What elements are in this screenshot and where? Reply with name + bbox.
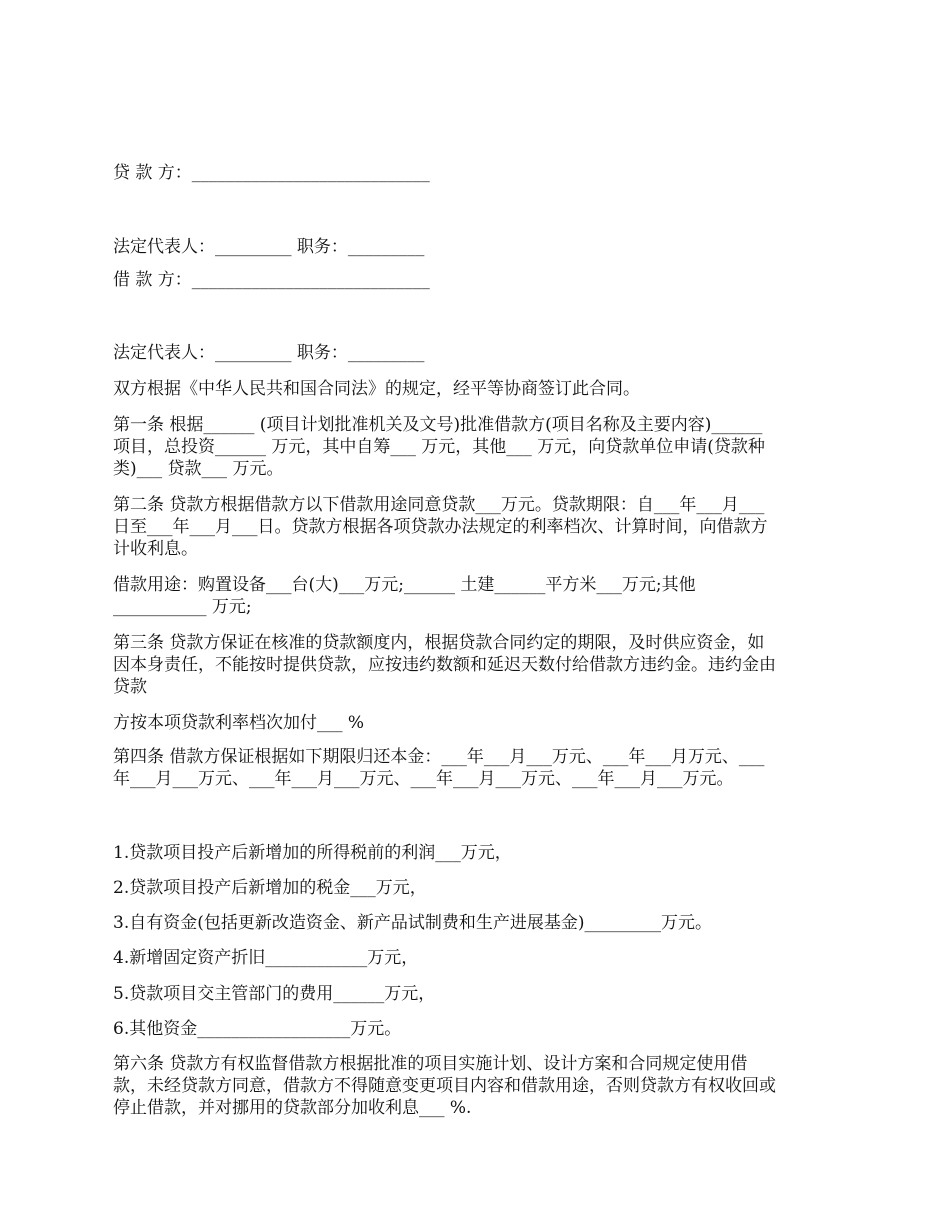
borrower-representative-line: 法定代表人：_________ 职务：_________ — [113, 343, 425, 363]
usage-line-1: 借款用途：购置设备___台(大)___万元;______ 土建______平方米___万元;其他 — [113, 575, 696, 595]
article-2-line-1: 第二条 贷款方根据借款方以下借款用途同意贷款___万元。贷款期限：自___年___月___ — [113, 495, 765, 515]
list-item-1: 1.贷款项目投产后新增加的所得税前的利润___万元， — [113, 843, 512, 863]
list-item-4: 4.新增固定资产折旧____________万元， — [113, 948, 419, 968]
article-6-line-3: 停止借款，并对挪用的贷款部分加收利息___ %. — [113, 1098, 472, 1118]
lender-representative-line: 法定代表人：_________ 职务：_________ — [113, 237, 425, 257]
article-1-line-2: 项目，总投资______ 万元，其中自筹___ 万元，其他___ 万元，向贷款单位申请(贷款种 — [113, 437, 765, 457]
list-item-5: 5.贷款项目交主管部门的费用______万元， — [113, 984, 436, 1004]
list-item-3: 3.自有资金(包括更新改造资金、新产品试制费和生产进展基金)_________万元。 — [113, 913, 712, 933]
article-3-line-1: 第三条 贷款方保证在核准的贷款额度内，根据贷款合同约定的期限，及时供应资金，如 — [113, 633, 765, 653]
intro-paragraph: 双方根据《中华人民共和国合同法》的规定，经平等协商签订此合同。 — [113, 379, 640, 399]
usage-line-2: ___________ 万元; — [113, 597, 252, 617]
lender-line: 贷 款 方：____________________________ — [113, 163, 430, 183]
article-6-line-1: 第六条 贷款方有权监督借款方根据批准的项目实施计划、设计方案和合同规定使用借 — [113, 1054, 748, 1074]
article-6-line-2: 款，未经贷款方同意，借款方不得随意变更项目内容和借款用途，否则贷款方有权收回或 — [113, 1076, 776, 1096]
article-4-line-2: 年___月___万元、___年___月___万元、___年___月___万元、___年___月___万元。 — [113, 769, 734, 789]
article-2-line-3: 计收利息。 — [113, 539, 198, 559]
article-3-line-2: 因本身责任，不能按时提供贷款，应按违约数额和延迟天数付给借款方违约金。违约金由 — [113, 655, 776, 675]
list-item-6: 6.其他资金__________________万元。 — [113, 1019, 402, 1039]
list-item-2: 2.贷款项目投产后新增加的税金___万元， — [113, 878, 427, 898]
article-2-line-2: 日至___年___月___日。贷款方根据各项贷款办法规定的利率档次、计算时间，向借款方 — [113, 517, 768, 537]
article-3-continuation: 方按本项贷款利率档次加付___ % — [113, 713, 365, 733]
article-1-line-3: 类)___ 贷款___ 万元。 — [113, 459, 284, 479]
borrower-line: 借 款 方：____________________________ — [113, 270, 430, 290]
article-4-line-1: 第四条 借款方保证根据如下期限归还本金：___年___月___万元、___年___月万元、___ — [113, 747, 765, 767]
article-3-line-3: 贷款 — [113, 677, 147, 697]
article-1-line-1: 第一条 根据______ (项目计划批准机关及文号)批准借款方(项目名称及主要内容)______ — [113, 415, 763, 435]
